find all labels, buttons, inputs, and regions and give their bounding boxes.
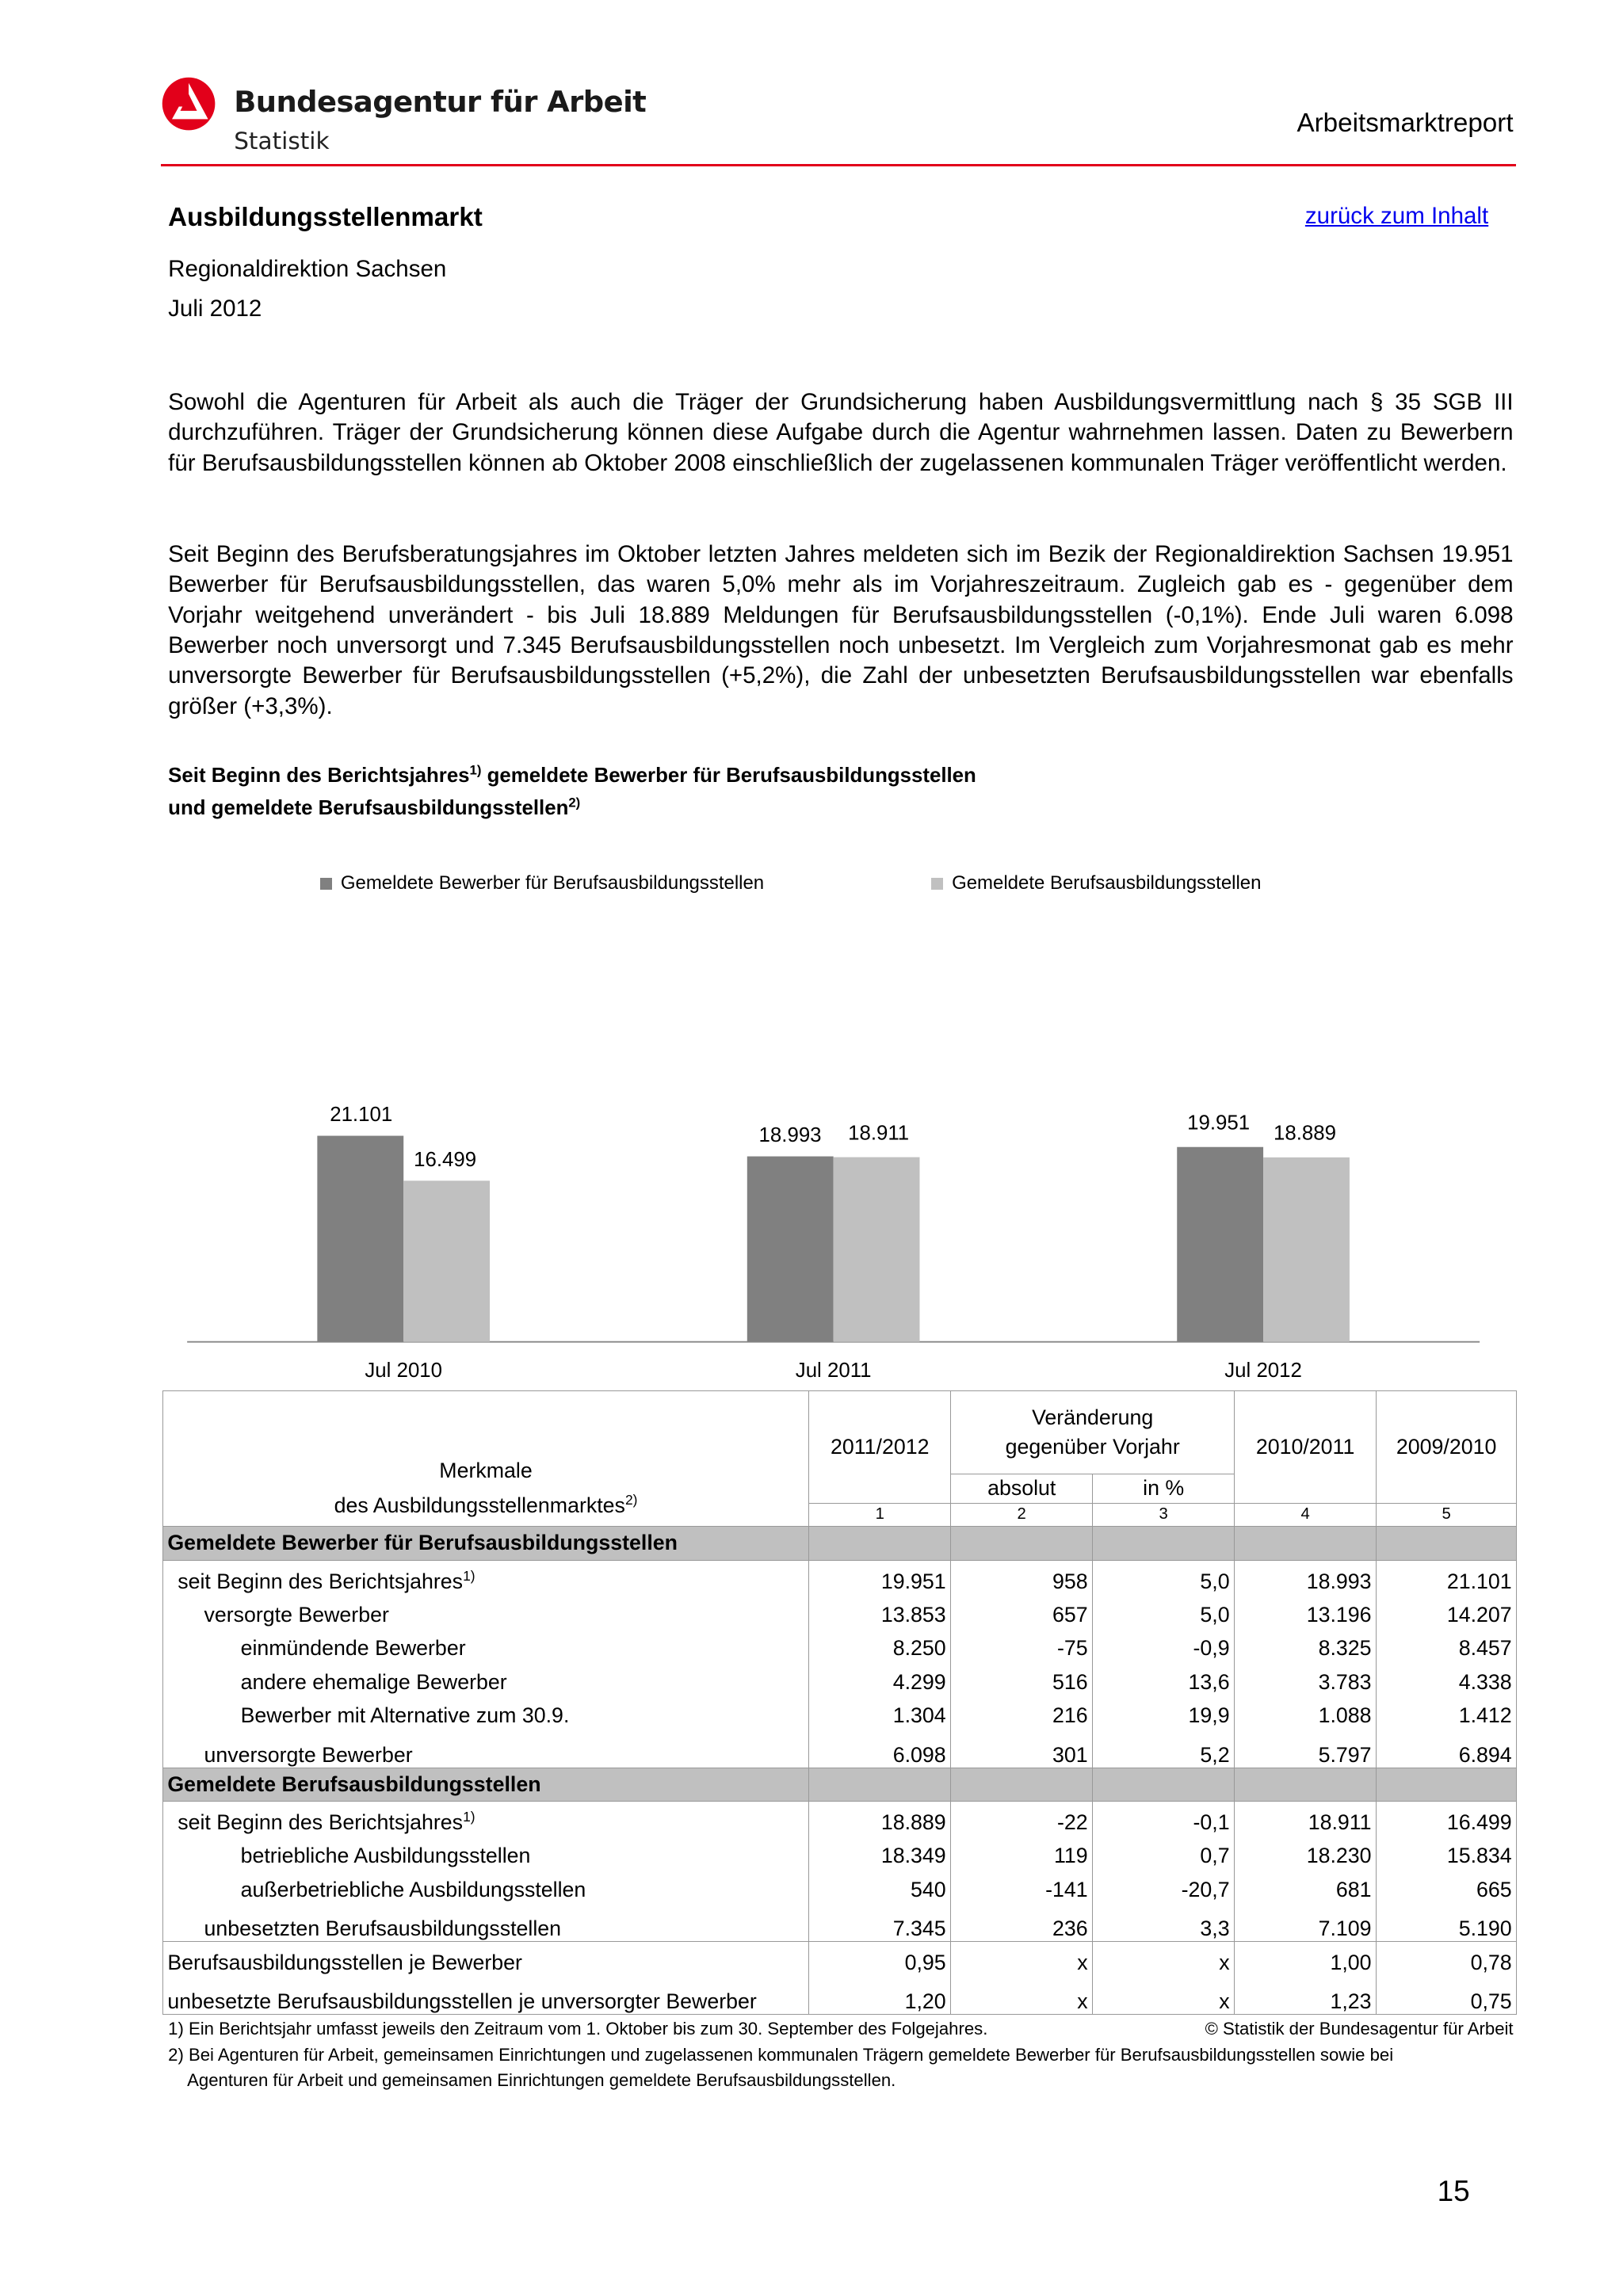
- header-col: in %: [1093, 1474, 1235, 1503]
- paragraph: Seit Beginn des Berufsberatungsjahres im Oktober letzten Jahres meldeten sich im Bezik der Regionaldirektion Sachsen 19.951 Bewerber für Berufsausbildungsstellen, das waren 5,0% mehr als im Vorjahreszeitraum. Zugleich gab es - gegenüber dem Vorjahr weitgehend unverändert - bis Juli 18.889 Meldungen für Berufsausbildungsstellen (-0,1%). Ende Juli waren 6.098 Bewerber noch unversorgt und 7.345 Berufsausbildungsstellen noch unbesetzt. Im Vergleich zum Vorjahresmonat gab es mehr unversorgte Bewerber für Berufsausbildungsstellen (+5,2%), die Zahl der unbesetzten Berufsausbildungsstellen war ebenfalls größer (+3,3%).: [168, 540, 1514, 719]
- table-cell: 5,0: [1093, 1560, 1235, 1593]
- row-label: [162, 1902, 808, 1942]
- table-cell: 19,9: [1093, 1695, 1235, 1728]
- data-label: 16.499: [414, 1148, 477, 1171]
- row-label: [162, 1835, 808, 1868]
- page-number: 15: [1437, 2175, 1470, 2208]
- table-cell: 21.101: [1377, 1560, 1517, 1593]
- table-cell: 657: [951, 1594, 1093, 1627]
- header-change: [951, 1390, 1235, 1474]
- table-row: [162, 1695, 1516, 1728]
- bar: [317, 1136, 403, 1342]
- table-cell: 5.797: [1235, 1728, 1377, 1768]
- row-label: [162, 1728, 808, 1768]
- table-cell: 0,95: [809, 1942, 951, 1975]
- footnote-ref: 1): [463, 1567, 475, 1584]
- table-cell: 0,75: [1377, 1975, 1517, 2015]
- row-label-text: unbesetzte Berufsausbildungsstellen je unversorgter Bewerber: [167, 1989, 757, 2014]
- x-tick-label: Jul 2012: [1224, 1359, 1302, 1382]
- table-cell: 216: [951, 1695, 1093, 1728]
- table-cell: 5.190: [1377, 1902, 1517, 1942]
- chart-title: [168, 760, 976, 824]
- data-table: [162, 1390, 1517, 2016]
- chart-title-text: und gemeldete Berufsausbildungsstellen: [168, 796, 569, 819]
- table-cell: 1,00: [1235, 1942, 1377, 1975]
- row-label-text: andere ehemalige Bewerber: [240, 1669, 507, 1694]
- section-row: [162, 1768, 1516, 1801]
- table-cell: 5,0: [1093, 1594, 1235, 1627]
- data-label: 18.889: [1273, 1122, 1336, 1145]
- report-name: Arbeitsmarktreport: [1296, 108, 1514, 138]
- table-cell: 1.304: [809, 1695, 951, 1728]
- legend-swatch: [931, 878, 943, 890]
- table-cell: -141: [951, 1868, 1093, 1901]
- row-label-text: unversorgte Bewerber: [204, 1742, 413, 1767]
- column-number: 4: [1235, 1503, 1377, 1527]
- data-label: 18.911: [848, 1122, 910, 1145]
- footnote: 1) Ein Berichtsjahr umfasst jeweils den Zeitraum vom 1. Oktober bis zum 30. September des Folgejahres.: [168, 2018, 988, 2039]
- table-cell: 1,23: [1235, 1975, 1377, 2015]
- row-label-text: seit Beginn des Berichtsjahres: [178, 1569, 464, 1593]
- table-cell: 18.230: [1235, 1835, 1377, 1868]
- section-label: Gemeldete Bewerber für Berufsausbildungsstellen: [162, 1527, 808, 1560]
- table-cell: -0,1: [1093, 1801, 1235, 1834]
- header-col: 2011/2012: [809, 1390, 951, 1503]
- table-cell: 16.499: [1377, 1801, 1517, 1834]
- table-cell: 1.412: [1377, 1695, 1517, 1728]
- table-cell: -0,9: [1093, 1627, 1235, 1661]
- table-row: [162, 1728, 1516, 1768]
- brand-subtitle: Statistik: [234, 127, 330, 154]
- table-cell: 6.098: [809, 1728, 951, 1768]
- x-tick-label: Jul 2010: [365, 1359, 443, 1382]
- row-label-text: außerbetriebliche Ausbildungsstellen: [240, 1877, 586, 1901]
- table-cell: x: [1093, 1975, 1235, 2015]
- header-col: 2010/2011: [1235, 1390, 1377, 1503]
- table-cell: 13,6: [1093, 1661, 1235, 1694]
- table-cell: 8.250: [809, 1627, 951, 1661]
- column-number: 5: [1377, 1503, 1517, 1527]
- footnote-ref: 2): [568, 795, 581, 810]
- header-label: gegenüber Vorjahr: [1005, 1434, 1180, 1459]
- table-cell: 0,7: [1093, 1835, 1235, 1868]
- table-cell: 18.911: [1235, 1801, 1377, 1834]
- table-cell: 14.207: [1377, 1594, 1517, 1627]
- region: Regionaldirektion Sachsen: [168, 255, 447, 282]
- row-label: [162, 1942, 808, 1975]
- table-cell: x: [951, 1942, 1093, 1975]
- row-label-text: betriebliche Ausbildungsstellen: [240, 1844, 531, 1868]
- copyright: © Statistik der Bundesagentur für Arbeit: [1205, 2018, 1514, 2039]
- table-cell: 7.109: [1235, 1902, 1377, 1942]
- table-cell: 18.993: [1235, 1560, 1377, 1593]
- bar: [747, 1157, 834, 1342]
- row-label-text: einmündende Bewerber: [240, 1636, 466, 1661]
- table-cell: -22: [951, 1801, 1093, 1834]
- table-cell: 5,2: [1093, 1728, 1235, 1768]
- table-row: [162, 1975, 1516, 2015]
- paragraph: Sowohl die Agenturen für Arbeit als auch die Träger der Grundsicherung haben Ausbildungsvermittlung nach § 35 SGB III durchzuführen. Träger der Grundsicherung können diese Aufgabe durch die Agentur wahrnehmen lassen. Daten zu Bewerbern für Berufsausbildungsstellen können ab Oktober 2008 einschließlich der zugelassenen kommunalen Träger veröffentlicht werden.: [168, 388, 1514, 476]
- header-col: absolut: [951, 1474, 1093, 1503]
- back-to-contents-link[interactable]: zurück zum Inhalt: [1304, 203, 1489, 230]
- footnote: Agenturen für Arbeit und gemeinsamen Einrichtungen gemeldete Berufsausbildungsstellen.: [187, 2069, 896, 2090]
- table-cell: 8.325: [1235, 1627, 1377, 1661]
- table-cell: 18.349: [809, 1835, 951, 1868]
- legend-item: [320, 872, 764, 894]
- header-label: Veränderung: [1032, 1405, 1154, 1429]
- row-label-text: seit Beginn des Berichtsjahres: [178, 1810, 464, 1834]
- chart-title-text: gemeldete Bewerber für Berufsausbildungsstellen: [481, 765, 976, 788]
- bar: [1263, 1158, 1350, 1342]
- section-label: Gemeldete Berufsausbildungsstellen: [162, 1768, 808, 1801]
- footnote-ref: 1): [463, 1808, 475, 1825]
- table-row: [162, 1868, 1516, 1901]
- section-row: [162, 1527, 1516, 1560]
- table-cell: 516: [951, 1661, 1093, 1694]
- ba-logo-icon: [161, 76, 216, 132]
- footnote: 2) Bei Agenturen für Arbeit, gemeinsamen Einrichtungen und zugelassenen kommunalen Trägern gemeldete Bewerber für Berufsausbildungsstellen sowie bei: [168, 2045, 1394, 2065]
- row-label-text: versorgte Bewerber: [204, 1602, 389, 1627]
- table-cell: 13.853: [809, 1594, 951, 1627]
- column-number: 3: [1093, 1503, 1235, 1527]
- footnote-ref: 2): [624, 1492, 638, 1508]
- header-label: des Ausbildungsstellenmarktes: [334, 1493, 625, 1518]
- row-label-text: Bewerber mit Alternative zum 30.9.: [240, 1703, 570, 1728]
- table-cell: 540: [809, 1868, 951, 1901]
- legend-label: Gemeldete Berufsausbildungsstellen: [952, 872, 1262, 894]
- bar: [1177, 1147, 1263, 1342]
- table-row: [162, 1942, 1516, 1975]
- legend-item: [931, 872, 1261, 894]
- table-cell: x: [951, 1975, 1093, 2015]
- data-label: 18.993: [758, 1124, 822, 1147]
- table-cell: 6.894: [1377, 1728, 1517, 1768]
- table-cell: 0,78: [1377, 1942, 1517, 1975]
- legend-label: Gemeldete Bewerber für Berufsausbildungsstellen: [340, 872, 765, 894]
- table-cell: 681: [1235, 1868, 1377, 1901]
- table-cell: 1.088: [1235, 1695, 1377, 1728]
- header-divider: [161, 164, 1516, 167]
- table-cell: 665: [1377, 1868, 1517, 1901]
- table-cell: 13.196: [1235, 1594, 1377, 1627]
- row-label: [162, 1661, 808, 1694]
- table-cell: 119: [951, 1835, 1093, 1868]
- table-cell: x: [1093, 1942, 1235, 1975]
- table-cell: 4.299: [809, 1661, 951, 1694]
- table-cell: -75: [951, 1627, 1093, 1661]
- row-label: [162, 1627, 808, 1661]
- table-row: [162, 1801, 1516, 1834]
- month: Juli 2012: [168, 295, 262, 322]
- bar: [834, 1158, 920, 1342]
- row-label-text: Berufsausbildungsstellen je Bewerber: [167, 1950, 522, 1974]
- table-cell: 7.345: [809, 1902, 951, 1942]
- column-number: 1: [809, 1503, 951, 1527]
- table-cell: 3,3: [1093, 1902, 1235, 1942]
- legend-swatch: [320, 878, 332, 890]
- table-cell: 958: [951, 1560, 1093, 1593]
- table-cell: 3.783: [1235, 1661, 1377, 1694]
- table-row: [162, 1661, 1516, 1694]
- row-label: [162, 1594, 808, 1627]
- table-row: [162, 1560, 1516, 1593]
- table-cell: 19.951: [809, 1560, 951, 1593]
- table-cell: 18.889: [809, 1801, 951, 1834]
- bar: [403, 1180, 490, 1341]
- column-number: 2: [951, 1503, 1093, 1527]
- row-label: [162, 1695, 808, 1728]
- table-cell: -20,7: [1093, 1868, 1235, 1901]
- table-row: [162, 1627, 1516, 1661]
- chart-title-text: Seit Beginn des Berichtsjahres: [168, 765, 470, 788]
- table-cell: 1,20: [809, 1975, 951, 2015]
- table-cell: 4.338: [1377, 1661, 1517, 1694]
- table-cell: 301: [951, 1728, 1093, 1768]
- table-row: [162, 1835, 1516, 1868]
- row-label: [162, 1801, 808, 1834]
- table-cell: 236: [951, 1902, 1093, 1942]
- header-col: 2009/2010: [1377, 1390, 1517, 1503]
- data-label: 21.101: [330, 1104, 393, 1127]
- data-label: 19.951: [1187, 1112, 1251, 1135]
- row-label: [162, 1975, 808, 2015]
- row-label: [162, 1868, 808, 1901]
- row-label: [162, 1560, 808, 1593]
- footnote-ref: 1): [469, 762, 482, 778]
- row-label-text: unbesetzten Berufsausbildungsstellen: [204, 1917, 562, 1940]
- table-cell: 8.457: [1377, 1627, 1517, 1661]
- page-title: Ausbildungsstellenmarkt: [168, 203, 483, 233]
- header-label: Merkmale: [439, 1458, 533, 1482]
- table-cell: 15.834: [1377, 1835, 1517, 1868]
- table-row: [162, 1594, 1516, 1627]
- header-merkmale: [162, 1390, 808, 1527]
- x-tick-label: Jul 2011: [795, 1359, 872, 1382]
- table-row: [162, 1902, 1516, 1942]
- brand-name: Bundesagentur für Arbeit: [234, 85, 647, 119]
